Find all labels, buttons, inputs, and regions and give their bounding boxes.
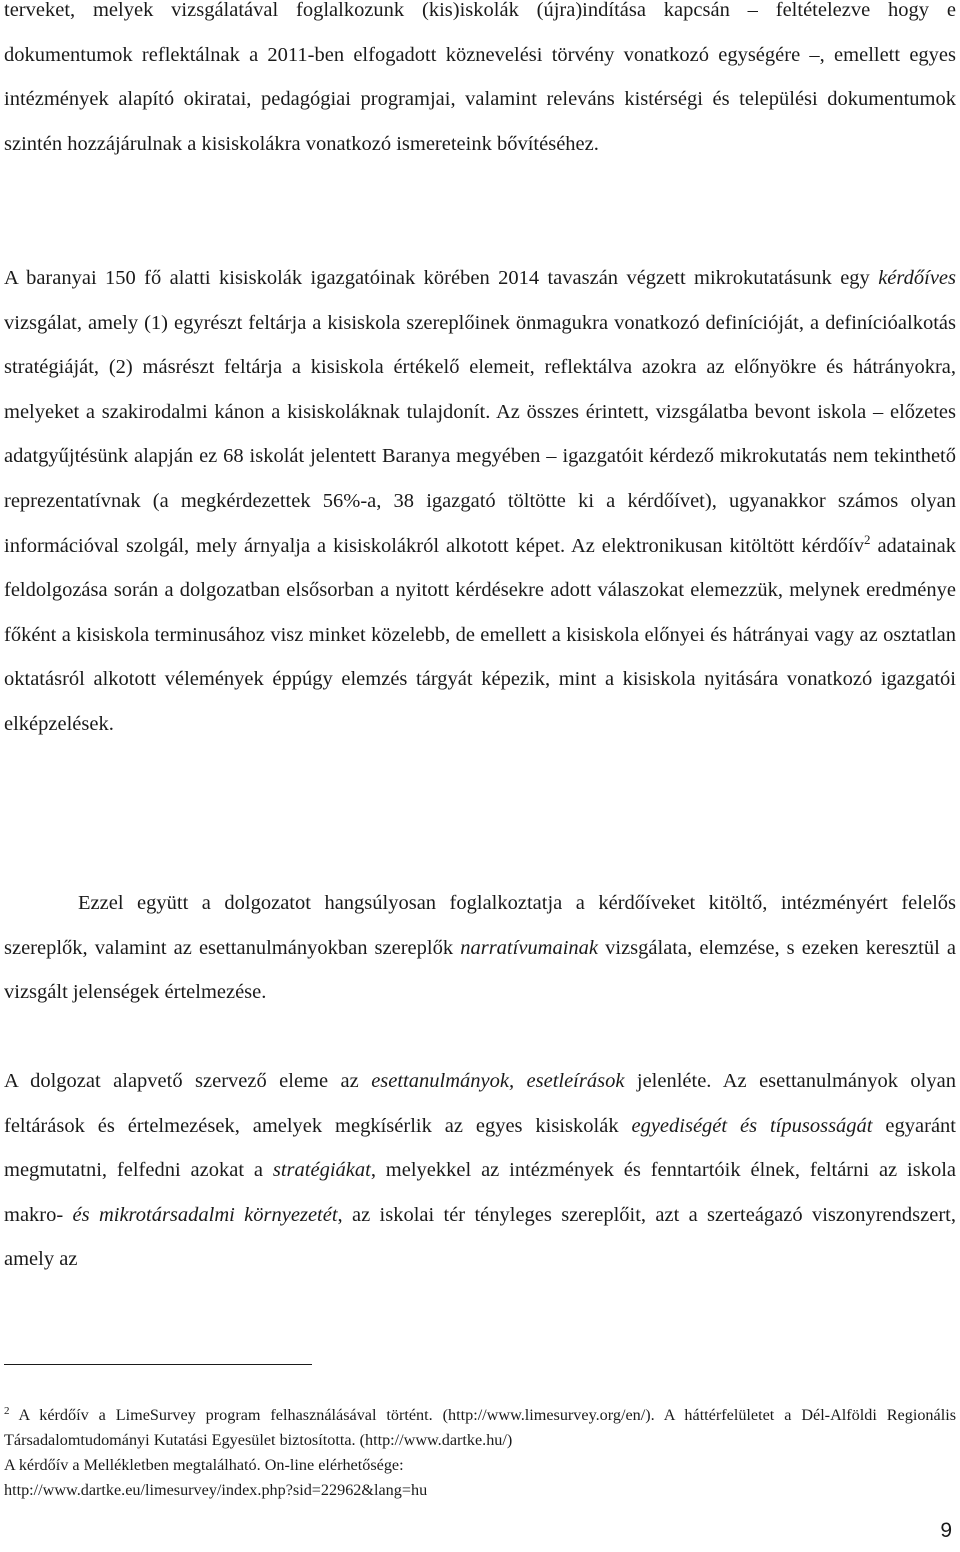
footnote-text-2: A kérdőív a Mellékletben megtalálható. On-line elérhetősége: (4, 1456, 404, 1474)
paragraph-4: A dolgozat alapvető szervező eleme az esettanulmányok, esetleírások jelenléte. Az esettanulmányok olyan feltárások és értelmezések, amelyek megkísérlik az egyes kisiskolák egyediségét és típusosságát egyaránt megmutatni, felfedni azokat a stratégiákat, melyekkel az intézmények és fenntartóik élnek, feltárni az iskola makro- és mikrotársadalmi környezetét, az iskolai tér tényleges szereplőit, azt a szerteágazó viszonyrendszert, amely az (4, 1070, 956, 1271)
emphasis-narrativumainak: narratívumainak (460, 936, 599, 959)
page-number: 9 (940, 1519, 952, 1542)
emphasis-strategiakat: stratégiákat (272, 1159, 371, 1182)
footnote-ref-2[interactable]: 2 (863, 531, 871, 547)
footnote-separator (4, 1364, 312, 1365)
footnote-2 (4, 1403, 956, 1503)
footnote-url[interactable]: http://www.dartke.eu/limesurvey/index.php?sid=22962&lang=hu (4, 1481, 428, 1499)
emphasis-esettanulmanyok: esettanulmányok, esetleírások (371, 1070, 625, 1092)
paragraph-1: terveket, melyek vizsgálatával foglalkozunk (kis)iskolák (újra)indítása kapcsán – feltételezve hogy e dokumentumok reflektálnak a 2011-ben elfogadott köznevelési törvény vonatkozó egységére –, emellett egyes intézmények alapító okiratai, pedagógiai programjai, valamint releváns kistérségi és települési dokumentumok szintén hozzájárulnak a kisiskolákra vonatkozó ismereteink bővítéséhez. (4, 0, 956, 155)
paragraph-2: A baranyai 150 fő alatti kisiskolák igazgatóinak körében 2014 tavaszán végzett mikrokutatásunk egy kérdőíves vizsgálat, amely (1) egyrészt feltárja a kisiskola szereplőinek önmagukra vonatkozó definícióját, a definícióalkotás stratégiáját, (2) másrészt feltárja a kisiskola értékelő elemeit, reflektálva azokra az előnyökre és hátrányokra, melyeket a szakirodalmi kánon a kisiskoláknak tulajdonít. Az összes érintett, vizsgálatba bevont iskola – előzetes adatgyűjtésünk alapján ez 68 iskolát jelentett Baranya megyében – igazgatóit kérdező mikrokutatás nem tekinthető reprezentatívnak (a megkérdezettek 56%-a, 38 igazgató töltötte ki a kérdőívet), ugyanakkor számos olyan információval szolgál, mely árnyalja a kisiskolákról alkotott képet. Az elektronikusan kitöltött kérdőív$^2$ adatainak feldolgozása során a dolgozatban elsősorban a nyitott kérdésekre adott válaszokat elemezzük, melynek eredménye főként a kisiskola terminusához visz minket közelebb, de emellett a kisiskola előnyei és hátrányai vagy az osztatlan oktatásról alkotott vélemények éppúgy elemzés tárgyát képezik, mint a kisiskola nyitására vonatkozó igazgatói elképzelések. (4, 267, 956, 735)
footnote-number: 2 (4, 1405, 10, 1417)
emphasis-mikrotarsadalmi: és mikrotársadalmi környezetét (72, 1203, 338, 1226)
paragraph-3: Ezzel együtt a dolgozatot hangsúlyosan foglalkoztatja a kérdőíveket kitöltő, intézményért felelős szereplők, valamint az esettanulmányokban szereplők narratívumainak vizsgálata, elemzése, s ezeken keresztül a vizsgált jelenségek értelmezése. (4, 892, 956, 1004)
emphasis-kerdoives: kérdőíves (878, 267, 956, 289)
emphasis-egyediseget: egyediségét és típusosságát (631, 1114, 873, 1137)
footnote-text-1: A kérdőív a LimeSurvey program felhasználásával történt. (http://www.limesurvey.org/en/). A háttérfelületet a Dél-Alföldi Regionális Társadalomtudományi Kutatási Egyesület biztosította. (http://www.dartke.hu/) (4, 1406, 956, 1449)
